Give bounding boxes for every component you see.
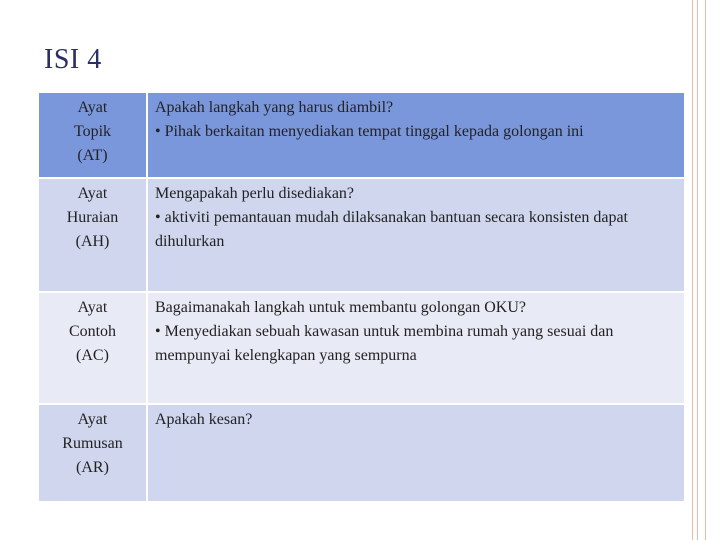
- paragraph-type-cell: [38, 178, 147, 292]
- label-line: Rumusan: [62, 435, 123, 452]
- point-text: • Pihak berkaitan menyediakan tempat tinggal kepada golongan ini: [155, 123, 584, 140]
- content-table: [37, 91, 686, 503]
- paragraph-type-cell: [38, 92, 147, 178]
- decorative-border-line: [705, 0, 706, 540]
- label-line: (AT): [77, 147, 108, 164]
- decorative-border-line: [692, 0, 693, 540]
- table-row: [38, 292, 685, 404]
- label-line: (AH): [75, 233, 110, 250]
- label-line: Ayat: [77, 299, 108, 316]
- paragraph-type-cell: [38, 292, 147, 404]
- content-cell: [147, 292, 685, 404]
- paragraph-type-cell: [38, 404, 147, 502]
- slide-title: ISI 4: [44, 44, 102, 75]
- label-line: Huraian: [66, 209, 119, 226]
- content-cell: [147, 404, 685, 502]
- question-text: Bagaimanakah langkah untuk membantu golongan OKU?: [155, 299, 527, 316]
- point-text: • aktiviti pemantauan mudah dilaksanakan bantuan secara konsisten dapat dihulurkan: [155, 209, 628, 250]
- content-cell: [147, 178, 685, 292]
- table-row: [38, 178, 685, 292]
- label-line: Topik: [73, 123, 112, 140]
- label-line: (AR): [76, 459, 109, 476]
- label-line: Ayat: [77, 185, 108, 202]
- question-text: Apakah kesan?: [155, 411, 253, 428]
- decorative-border-line: [697, 0, 698, 540]
- point-text: • Menyediakan sebuah kawasan untuk membina rumah yang sesuai dan mempunyai kelengkapan yang sempurna: [155, 323, 614, 364]
- question-text: Mengapakah perlu disediakan?: [155, 185, 355, 202]
- content-cell: [147, 92, 685, 178]
- label-line: (AC): [76, 347, 109, 364]
- label-line: Contoh: [68, 323, 117, 340]
- table-row: [38, 92, 685, 178]
- table-row: [38, 404, 685, 502]
- label-line: Ayat: [77, 99, 108, 116]
- label-line: Ayat: [77, 411, 108, 428]
- question-text: Apakah langkah yang harus diambil?: [155, 99, 394, 116]
